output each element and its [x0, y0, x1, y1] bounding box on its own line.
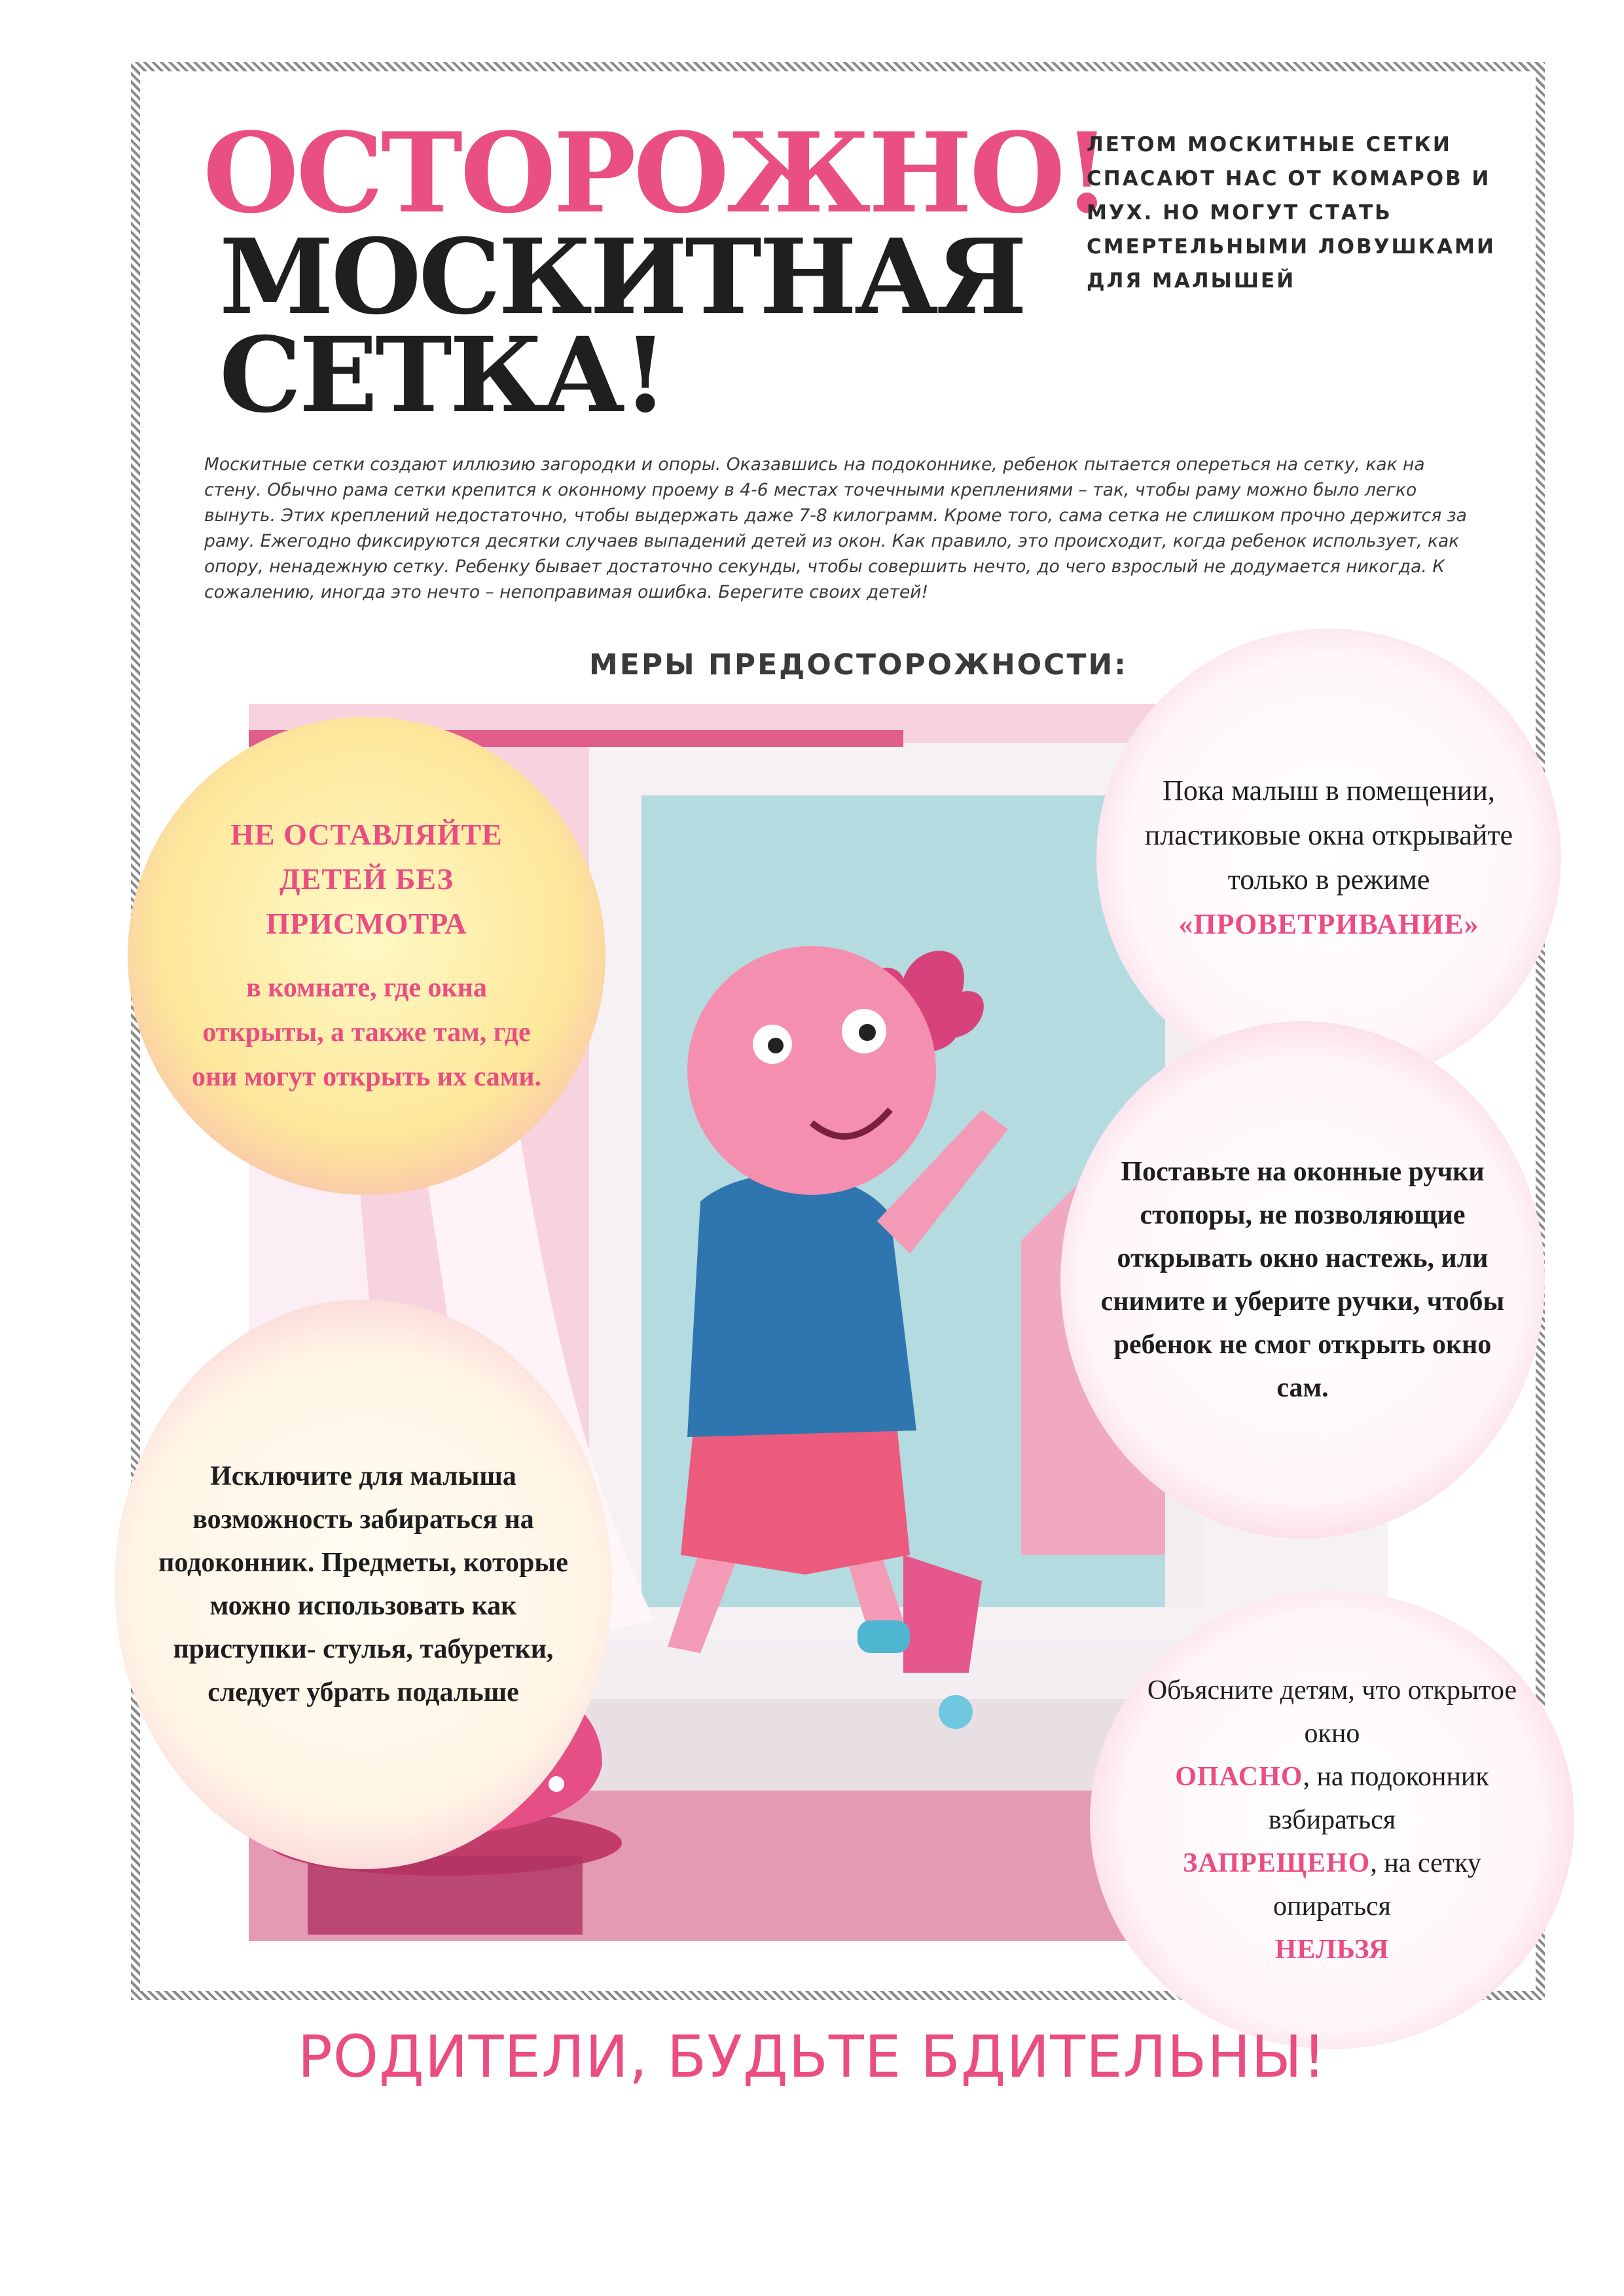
child-shorts [681, 1424, 910, 1575]
tip-supervision-bubble [128, 717, 605, 1195]
measures-heading: МЕРЫ ПРЕДОСТОРОЖНОСТИ: [589, 648, 1128, 682]
flower-icon [939, 1695, 973, 1729]
child-sock [857, 1620, 910, 1653]
tip-ventilation-bubble [1096, 629, 1561, 1087]
title-line-3: СЕТКА! [219, 315, 666, 436]
summer-warning: ЛЕТОМ МОСКИТНЫЕ СЕТКИ СПАСАЮТ НАС ОТ КОМАРОВ И МУХ. НО МОГУТ СТАТЬ СМЕРТЕЛЬНЫМИ ЛОВУШКАМИ ДЛЯ МАЛЫШЕЙ [1087, 133, 1496, 293]
intro-paragraph: Москитные сетки создают иллюзию загородки и опоры. Оказавшись на подоконнике, ребенок пытается опереться на сетку, как на стену. Обычно рама сетки крепится к оконному проему в 4-6 местах точечными креплениями – так, чтобы раму можно было легко вынуть. Этих креплений недостаточно, чтобы выдержать даже 7-8 килограмм. Кроме того, сама сетка не слишком прочно держится за раму. Ежегодно фиксируются десятки случаев выпадений детей из окон. Как правило, это происходит, когда ребенок использует, как опору, ненадежную сетку. Ребенку бывает достаточно секунды, чтобы совершить нечто, до чего взрослый не додумается никогда. К сожалению, иногда это нечто – непоправимая ошибка. Берегите своих детей! [204, 454, 1467, 602]
tip-supervision-heading: НЕ ОСТАВЛЯЙТЕ ДЕТЕЙ БЕЗ ПРИСМОТРА [230, 818, 503, 940]
tip-sill-access-bubble [115, 1300, 612, 1869]
tip-explain-part-3: , на сетку опираться [1273, 1848, 1481, 1922]
child-shirt [687, 1173, 916, 1437]
title-line-1: ОСТОРОЖНО! [203, 108, 1109, 238]
parents-be-vigilant-footer: РОДИТЕЛИ, БУДЬТЕ БДИТЕЛЬНЫ! [297, 2023, 1327, 2090]
tip-explain-forbidden: ЗАПРЕЩЕНО [1183, 1848, 1371, 1878]
tip-handles-text: Поставьте на оконные ручки стопоры, не позволяющие открывать окно настежь, или снимите и уберите ручки, чтобы ребенок не смог открыть окно сам. [1100, 1157, 1505, 1403]
tip-supervision-text: в комнате, где окна открыты, а также там, где они могут открыть их сами. [191, 973, 542, 1092]
tip-explain-dangerous: ОПАСНО [1175, 1762, 1303, 1792]
tip-handles-bubble [1060, 1021, 1545, 1539]
tip-explain-part-1: Объясните детям, что открытое окно [1147, 1675, 1517, 1749]
tip-explain-text [1123, 1669, 1542, 1971]
child-pupil [859, 1024, 876, 1041]
child-pupil [768, 1038, 784, 1053]
child-head [687, 946, 936, 1195]
tip-ventilation-mode: «ПРОВЕТРИВАНИЕ» [1178, 908, 1479, 940]
title-line-2: МОСКИТНАЯ [219, 217, 1025, 338]
tip-explain-bubble [1090, 1591, 1574, 2049]
tip-sill-access-text: Исключите для малыша возможность забираться на подоконник. Предметы, которые можно использовать как приступки- стулья, табуретки, следует убрать подальше [158, 1461, 568, 1707]
tip-ventilation-text: Пока малыш в помещении, пластиковые окна открывайте только в режиме [1144, 774, 1513, 896]
pot-dot [549, 1776, 564, 1792]
tip-explain-part-2: , на подоконник взбираться [1268, 1762, 1489, 1835]
tip-explain-not-allowed: НЕЛЬЗЯ [1274, 1935, 1390, 1965]
